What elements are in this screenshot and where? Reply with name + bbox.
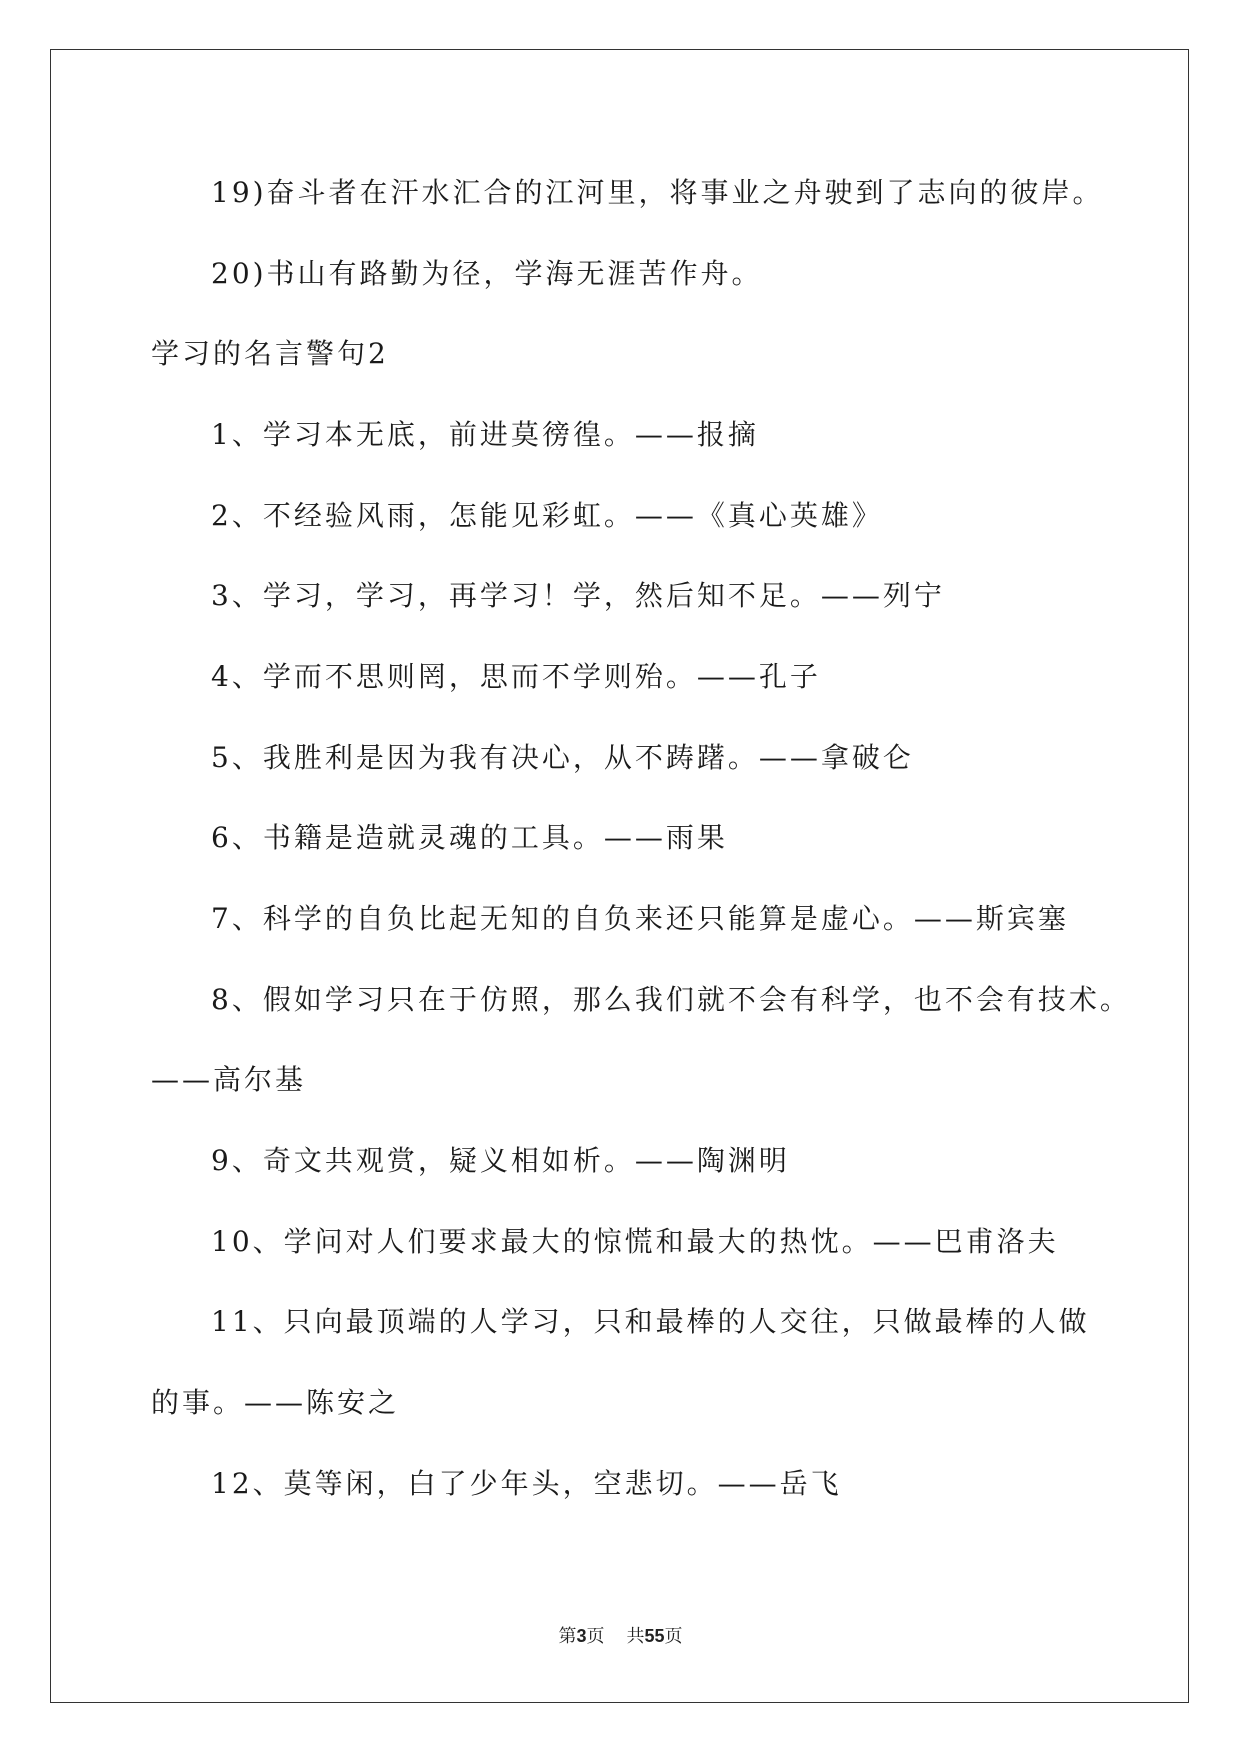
quote-line-12: 12、莫等闲，白了少年头，空悲切。——岳飞 bbox=[211, 1467, 842, 1500]
quote-line-19: 19)奋斗者在汗水汇合的江河里，将事业之舟驶到了志向的彼岸。 bbox=[211, 176, 1104, 209]
quote-line-9: 9、奇文共观赏，疑义相如析。——陶渊明 bbox=[211, 1144, 790, 1177]
quote-line-11-cont: 的事。——陈安之 bbox=[151, 1386, 400, 1419]
quote-line-2: 2、不经验风雨，怎能见彩虹。——《真心英雄》 bbox=[211, 499, 883, 532]
quote-line-4: 4、学而不思则罔，思而不学则殆。——孔子 bbox=[211, 660, 821, 693]
quote-line-20: 20)书山有路勤为径，学海无涯苦作舟。 bbox=[211, 257, 763, 290]
total-prefix: 共 bbox=[626, 1626, 645, 1647]
quote-line-7: 7、科学的自负比起无知的自负来还只能算是虚心。——斯宾塞 bbox=[211, 902, 1069, 935]
quote-line-5: 5、我胜利是因为我有决心，从不踌躇。——拿破仑 bbox=[211, 741, 914, 774]
page-border bbox=[50, 49, 1189, 1703]
quote-line-1: 1、学习本无底，前进莫徬徨。——报摘 bbox=[211, 418, 759, 451]
quote-line-8: 8、假如学习只在于仿照，那么我们就不会有科学，也不会有技术。 bbox=[211, 983, 1131, 1016]
page-suffix: 页 bbox=[586, 1626, 605, 1647]
quote-line-3: 3、学习，学习，再学习！学，然后知不足。——列宁 bbox=[211, 579, 945, 612]
section-heading: 学习的名言警句2 bbox=[151, 337, 389, 370]
page-footer bbox=[0, 1624, 1241, 1649]
quote-line-6: 6、书籍是造就灵魂的工具。——雨果 bbox=[211, 821, 728, 854]
quote-line-10: 10、学问对人们要求最大的惊慌和最大的热忱。——巴甫洛夫 bbox=[211, 1225, 1059, 1258]
quote-line-11: 11、只向最顶端的人学习，只和最棒的人交往，只做最棒的人做 bbox=[211, 1305, 1090, 1338]
total-pages: 55 bbox=[644, 1626, 665, 1646]
quote-line-8-author: ——高尔基 bbox=[151, 1063, 307, 1096]
page-number: 3 bbox=[576, 1626, 587, 1646]
page-prefix: 第 bbox=[558, 1626, 577, 1647]
total-suffix: 页 bbox=[664, 1626, 683, 1647]
